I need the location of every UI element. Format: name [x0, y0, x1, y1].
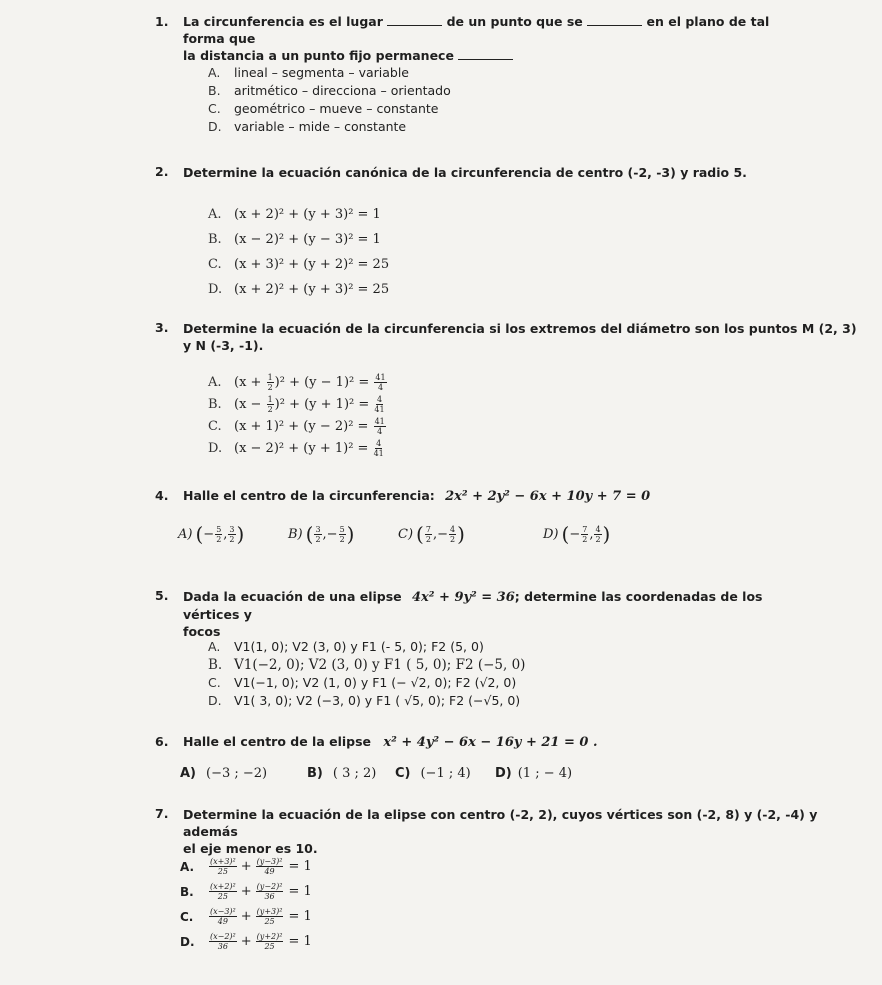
option-letter: A. — [208, 375, 222, 390]
option-text: ( 3 ; 2) — [332, 766, 377, 781]
option-b: B) ( $\frac{3}{2}$ , − $\frac{5}{2}$ ) — [288, 522, 355, 546]
q5-text-part: ; determine las coordenadas de los vértices y — [183, 589, 763, 622]
fraction — [256, 857, 284, 876]
question-text — [183, 487, 783, 505]
option-equation: (x + 2)² + (y + 3)² = 1 — [234, 207, 381, 222]
numerator: 41 — [375, 373, 386, 382]
option-b — [307, 766, 395, 781]
option-text: variable – mide – constante — [234, 119, 407, 134]
option-letter: C) — [395, 766, 411, 781]
denominator: 2 — [267, 405, 273, 414]
question-number: 6. — [155, 734, 169, 749]
option-a: A. $\frac{\text{(x+3)²}}{25}$ + $\frac{\text{(y−3)²}}{49}$ = 1 — [180, 857, 312, 876]
numerator: 4 — [376, 395, 383, 404]
numerator: (y+2)² — [256, 932, 283, 941]
q4-equation: 2x² + 2y² − 6x + 10y + 7 = 0 — [445, 489, 651, 504]
numerator: 3 — [315, 524, 321, 534]
q1-text-part: la distancia a un punto fijo permanece — [183, 48, 454, 63]
option-a — [208, 638, 525, 656]
numerator: 5 — [216, 524, 222, 534]
q6-text: Halle el centro de la elipse — [183, 734, 372, 749]
fraction — [425, 525, 432, 544]
fraction — [314, 525, 321, 544]
option-d — [208, 438, 388, 460]
numerator: 5 — [339, 524, 345, 534]
denominator: 36 — [217, 942, 228, 951]
denominator: 49 — [264, 867, 275, 876]
numerator: 41 — [374, 417, 385, 426]
denominator: 2 — [595, 534, 601, 544]
option-letter: C. — [208, 257, 222, 272]
fraction — [267, 395, 274, 414]
denominator: 4 — [377, 383, 384, 392]
fraction — [594, 525, 601, 544]
option-letter: A) — [178, 526, 193, 542]
option-letter: C) — [398, 526, 414, 542]
question-number: 5. — [155, 588, 169, 603]
question-text — [183, 13, 783, 64]
denominator: 2 — [339, 534, 345, 544]
option-text: (1 ; − 4) — [517, 766, 573, 781]
denominator: 41 — [374, 405, 385, 414]
option-b — [208, 394, 388, 416]
option-text: aritmético – direcciona – orientado — [234, 83, 451, 98]
option-letter: C. — [208, 101, 221, 116]
fraction — [215, 525, 222, 544]
option-letter: D) — [495, 766, 512, 781]
denominator: 2 — [425, 534, 431, 544]
option-text: geométrico – mueve – constante — [234, 101, 439, 116]
denominator: 25 — [264, 917, 275, 926]
denominator: 49 — [217, 917, 228, 926]
option-text: (−1 ; 4) — [420, 766, 471, 781]
option-text: V1(−1, 0); V2 (1, 0) y F1 (− √2, 0); F2 (√2, 0) — [234, 675, 517, 690]
fraction — [449, 525, 456, 544]
question-number: 3. — [155, 320, 169, 335]
equals-one: = 1 — [288, 858, 312, 874]
option-d — [208, 277, 389, 302]
option-letter: D. — [208, 119, 222, 134]
sign: − — [203, 526, 215, 542]
fraction — [209, 907, 237, 926]
question-text — [183, 320, 863, 354]
option-d — [208, 118, 451, 136]
equals-one: = 1 — [288, 933, 312, 949]
q4-text: Halle el centro de la circunferencia: — [183, 488, 435, 503]
option-a — [208, 372, 388, 394]
q5-text-part: Dada la ecuación de una elipse — [183, 589, 402, 604]
question-text — [183, 588, 823, 640]
option-c — [208, 252, 389, 277]
equation-part: )² + (y + 1)² = — [274, 397, 374, 412]
answer-blank — [587, 14, 642, 26]
denominator: 2 — [229, 534, 235, 544]
numerator: 4 — [449, 524, 456, 534]
numerator: 4 — [595, 524, 601, 534]
numerator: (x+3)² — [210, 857, 236, 866]
option-c — [208, 674, 525, 692]
equals-one: = 1 — [288, 883, 312, 899]
denominator: 25 — [217, 892, 228, 901]
option-equation: (x + 2)² + (y + 3)² = 25 — [234, 282, 390, 297]
option-d — [208, 692, 525, 710]
option-a — [208, 64, 451, 82]
option-d: D. $\frac{\text{(x−2)²}}{36}$ + $\frac{\text{(y+2)²}}{25}$ = 1 — [180, 932, 312, 951]
numerator: 1 — [267, 395, 273, 404]
numerator: (x+2)² — [210, 882, 236, 891]
q6-equation: x² + 4y² − 6x − 16y + 21 = 0 . — [383, 735, 598, 750]
fraction — [374, 395, 384, 414]
option-c — [395, 766, 495, 781]
option-c: C. $\frac{\text{(x−3)²}}{49}$ + $\frac{\text{(y+3)²}}{25}$ = 1 — [180, 907, 312, 926]
answer-blank — [387, 14, 442, 26]
question-number: 1. — [155, 14, 169, 29]
fraction — [581, 525, 588, 544]
option-text: V1(1, 0); V2 (3, 0) y F1 (- 5, 0); F2 (5, 0) — [234, 639, 484, 654]
numerator: 3 — [229, 524, 235, 534]
options-list — [208, 202, 389, 302]
equals-one: = 1 — [288, 908, 312, 924]
option-d: D) ( − $\frac{7}{2}$ , $\frac{4}{2}$ ) — [543, 522, 611, 546]
denominator: 36 — [264, 892, 275, 901]
q3-text-part: Determine la ecuación de la circunferencia si los extremos del diámetro son los puntos M (2, 3) — [183, 321, 857, 336]
sign: − — [437, 526, 448, 542]
option-a — [180, 766, 307, 781]
options-list — [208, 638, 525, 710]
equation-part: (x + — [234, 375, 266, 390]
fraction — [209, 882, 237, 901]
fraction — [339, 525, 346, 544]
question-number: 7. — [155, 806, 169, 821]
option-text: (−3 ; −2) — [206, 766, 268, 781]
equation-part: (x + 1)² + (y − 2)² = — [234, 419, 373, 434]
fraction — [374, 439, 384, 458]
numerator: 7 — [425, 524, 431, 534]
options-row — [178, 522, 638, 546]
numerator: 1 — [267, 373, 273, 382]
fraction — [256, 882, 284, 901]
option-letter: C. — [208, 675, 221, 690]
numerator: (y−2)² — [256, 882, 283, 891]
option-c — [208, 100, 451, 118]
option-letter: B) — [307, 766, 323, 781]
option-text: V1( 3, 0); V2 (−3, 0) y F1 ( √5, 0); F2 (−√5, 0) — [234, 693, 521, 708]
options-list — [208, 64, 451, 136]
question-text — [183, 806, 823, 857]
equation-part: )² + (y − 1)² = — [274, 375, 374, 390]
option-letter: B. — [208, 657, 223, 673]
fraction — [256, 907, 284, 926]
option-text: V1(−2, 0); V2 (3, 0) y F1 ( 5, 0); F2 (−5, 0) — [234, 657, 526, 673]
q5-text-part: focos — [183, 624, 221, 639]
denominator: 2 — [449, 534, 456, 544]
denominator: 2 — [582, 534, 588, 544]
answer-blank — [458, 48, 513, 60]
option-text: lineal – segmenta – variable — [234, 65, 409, 80]
option-letter: C. — [208, 419, 222, 434]
q1-text-part: La circunferencia es el lugar — [183, 14, 383, 29]
option-letter: D. — [208, 282, 223, 297]
option-letter: B. — [208, 83, 221, 98]
option-equation: (x + 3)² + (y + 2)² = 25 — [234, 257, 390, 272]
option-letter: D. — [208, 693, 222, 708]
q1-text-part: en el plano de tal forma que — [183, 14, 770, 46]
q1-text-part: de un punto que se — [446, 14, 583, 29]
numerator: (y+3)² — [256, 907, 283, 916]
option-c — [208, 416, 388, 438]
option-letter: B) — [288, 526, 303, 542]
fraction — [267, 373, 274, 392]
option-letter: C. — [180, 909, 194, 924]
option-letter: B. — [208, 232, 222, 247]
fraction — [374, 373, 386, 392]
options-list — [208, 372, 388, 460]
equation-part: (x − 2)² + (y + 1)² = — [234, 441, 373, 456]
option-b: B. $\frac{\text{(x+2)²}}{25}$ + $\frac{\text{(y−2)²}}{36}$ = 1 — [180, 882, 312, 901]
denominator: 25 — [217, 867, 228, 876]
option-b — [208, 656, 525, 674]
numerator: 4 — [376, 439, 382, 448]
question-number: 2. — [155, 164, 169, 179]
option-letter: A. — [208, 639, 221, 654]
fraction — [256, 932, 284, 951]
q7-text-part: Determine la ecuación de la elipse con centro (-2, 2), cuyos vértices son (-2, 8) y (-2, -4) y además — [183, 807, 818, 839]
option-letter: A. — [208, 65, 221, 80]
fraction — [209, 932, 237, 951]
question-text — [183, 733, 783, 751]
denominator: 4 — [377, 427, 383, 436]
q3-text-part: y N (-3, -1). — [183, 338, 264, 353]
numerator: (y−3)² — [256, 857, 283, 866]
numerator: (x−2)² — [210, 932, 236, 941]
options-row — [180, 766, 595, 781]
fraction — [228, 525, 235, 544]
option-letter: D. — [208, 441, 223, 456]
denominator: 2 — [216, 534, 222, 544]
question-number: 4. — [155, 488, 169, 503]
option-a: A) ( − $\frac{5}{2}$ , $\frac{3}{2}$ ) — [178, 522, 245, 546]
numerator: 7 — [582, 524, 588, 534]
question-text: Determine la ecuación canónica de la circunferencia de centro (-2, -3) y radio 5. — [183, 165, 747, 180]
fraction — [209, 857, 237, 876]
denominator: 25 — [264, 942, 275, 951]
denominator: 2 — [315, 534, 321, 544]
option-letter: A. — [208, 207, 222, 222]
option-letter: D. — [180, 934, 195, 949]
q5-equation: 4x² + 9y² = 36 — [412, 590, 515, 605]
option-d — [495, 766, 595, 781]
option-letter: D) — [543, 526, 559, 542]
equation-part: (x − — [234, 397, 266, 412]
sign: − — [326, 526, 338, 542]
denominator: 2 — [267, 383, 273, 392]
option-c: C) ( $\frac{7}{2}$ , − $\frac{4}{2}$ ) — [398, 522, 465, 546]
option-letter: B. — [180, 884, 194, 899]
option-equation: (x − 2)² + (y − 3)² = 1 — [234, 232, 381, 247]
numerator: (x−3)² — [210, 907, 236, 916]
option-a — [208, 202, 389, 227]
option-letter: A) — [180, 766, 197, 781]
option-letter: A. — [180, 859, 195, 874]
option-b — [208, 227, 389, 252]
option-letter: B. — [208, 397, 222, 412]
sign: − — [569, 526, 581, 542]
fraction — [374, 417, 386, 436]
q7-text-part: el eje menor es 10. — [183, 841, 318, 856]
options-list — [180, 854, 312, 954]
option-b — [208, 82, 451, 100]
denominator: 41 — [373, 449, 384, 458]
